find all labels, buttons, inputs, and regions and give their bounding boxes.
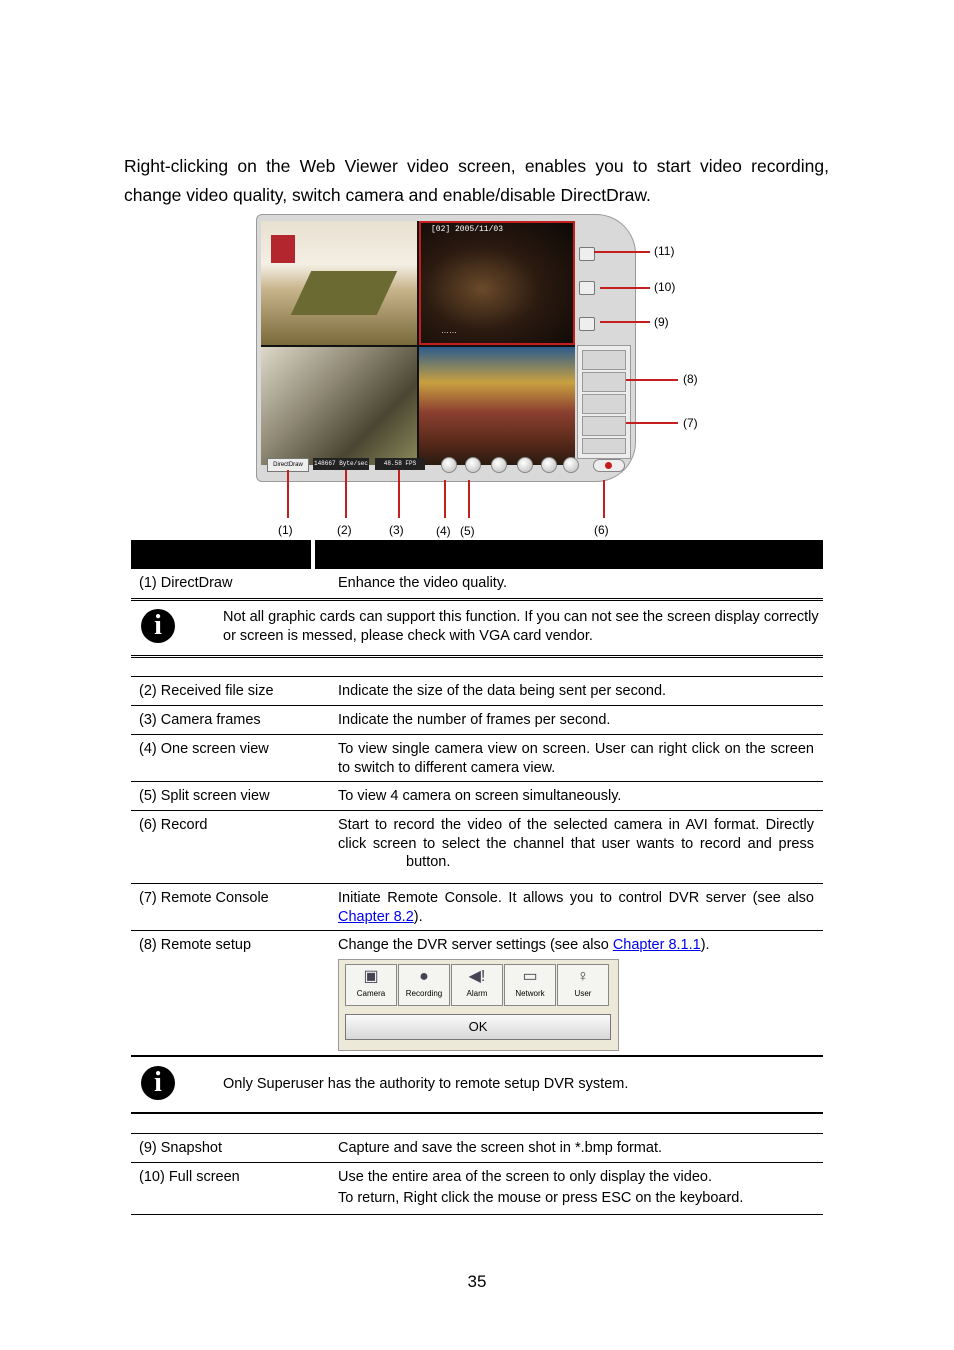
row-name: (6) Record: [139, 817, 208, 833]
table-row: [131, 1134, 823, 1163]
table-row: [131, 782, 823, 811]
info-icon: i: [141, 1066, 175, 1100]
camera-view-4[interactable]: [419, 347, 575, 465]
row-desc: Use the entire area of the screen to only display the video. To return, Right click the mouse or press ESC on the keyboard.: [338, 1169, 744, 1206]
panel-button-1[interactable]: [582, 350, 626, 370]
ok-button[interactable]: OK: [345, 1014, 611, 1040]
recording-icon: ●: [419, 968, 429, 985]
callout-label-6: (6): [594, 523, 609, 537]
alarm-icon: ◀!: [468, 968, 486, 985]
table-row: [131, 706, 823, 735]
callout-label-1: (1): [278, 523, 293, 537]
chapter-link[interactable]: Chapter 8.2: [338, 908, 414, 925]
camera-view-2[interactable]: [419, 221, 575, 345]
row-name: (1) DirectDraw: [139, 575, 233, 591]
split-screen-view-button[interactable]: [465, 457, 481, 473]
row-name: (10) Full screen: [139, 1169, 240, 1185]
panel-button-3[interactable]: [582, 394, 626, 414]
camera-setup-button[interactable]: ▣ Camera: [345, 964, 397, 1006]
row-desc: Indicate the size of the data being sent per second.: [338, 683, 667, 699]
table-header: [131, 540, 823, 569]
row-desc: Start to record the video of the selected camera in AVI format. Directly click screen to select the channel that user wants to record and press button.: [338, 817, 814, 870]
note-text: Not all graphic cards can support this function. If you can not see the screen display correctly or screen is messed, please check with VGA card vendor.: [223, 609, 819, 644]
row-desc: To view single camera view on screen. User can right click on the screen to switch to different camera view.: [338, 741, 814, 776]
user-setup-button[interactable]: ♀ User: [557, 964, 609, 1006]
row-desc: Indicate the number of frames per second.: [338, 712, 611, 728]
camera-view-3[interactable]: [261, 347, 417, 465]
callout-line-5: [468, 480, 470, 518]
callout-line-9: [600, 321, 650, 323]
callout-label-4: (4): [436, 524, 451, 538]
snapshot-button[interactable]: [579, 317, 595, 331]
camera-view-1[interactable]: [261, 221, 417, 345]
viewer-toolbar: [261, 457, 621, 475]
camera-caption: ……: [441, 326, 457, 335]
side-button-11[interactable]: [579, 247, 595, 261]
row-desc: Initiate Remote Console. It allows you to control DVR server (see also Chapter 8.2).: [338, 890, 814, 925]
fps-display: 48.58 FPS: [375, 458, 425, 470]
web-viewer-screenshot: [256, 214, 636, 482]
callout-label-7: (7): [683, 416, 698, 430]
table-row: [131, 677, 823, 706]
row-name: (8) Remote setup: [139, 937, 252, 953]
callout-line-7: [626, 422, 678, 424]
table-row: [131, 569, 823, 599]
video-grid: [261, 221, 575, 465]
callout-line-6: [603, 480, 605, 518]
table-row: [131, 1163, 823, 1215]
table-row: [131, 884, 823, 931]
callout-label-9: (9): [654, 315, 669, 329]
callout-line-4: [444, 480, 446, 518]
view-button-5[interactable]: [541, 457, 557, 473]
directdraw-button[interactable]: DirectDraw: [267, 458, 309, 472]
callout-line-2: [345, 470, 347, 518]
remote-console-button[interactable]: [582, 416, 626, 436]
network-icon: ▭: [522, 968, 538, 985]
remote-setup-button[interactable]: [582, 372, 626, 392]
info-note: [131, 601, 823, 655]
callout-label-5: (5): [460, 524, 475, 538]
row-name: (3) Camera frames: [139, 712, 261, 728]
row-desc: Enhance the video quality.: [338, 575, 508, 591]
network-setup-button[interactable]: ▭ Network: [504, 964, 556, 1006]
note-text: Only Superuser has the authority to remote setup DVR system.: [223, 1076, 629, 1092]
chapter-link[interactable]: Chapter 8.1.1: [612, 937, 701, 953]
info-icon: i: [141, 609, 175, 643]
callout-label-2: (2): [337, 523, 352, 537]
row-name: (2) Received file size: [139, 683, 274, 699]
intro-paragraph: Right-clicking on the Web Viewer video screen, enables you to start video recording, change video quality, switch camera and enable/disable DirectDraw.: [124, 156, 829, 205]
callout-label-3: (3): [389, 523, 404, 537]
callout-line-3: [398, 470, 400, 518]
user-icon: ♀: [577, 968, 589, 985]
view-button-3[interactable]: [491, 457, 507, 473]
callout-label-10: (10): [654, 280, 676, 294]
row-name: (5) Split screen view: [139, 788, 270, 804]
table-row: [131, 735, 823, 782]
callout-label-8: (8): [683, 372, 698, 386]
full-screen-button[interactable]: [579, 281, 595, 295]
one-screen-view-button[interactable]: [441, 457, 457, 473]
recording-setup-button[interactable]: ● Recording: [398, 964, 450, 1006]
camera-timestamp: [02] 2005/11/03: [431, 225, 504, 234]
page-number: 35: [467, 1272, 487, 1291]
info-note: [131, 1058, 823, 1112]
callout-line-11: [594, 251, 650, 253]
camera-icon: ▣: [363, 968, 379, 985]
panel-button-5[interactable]: [582, 438, 626, 454]
received-bytes-display: 148667 Byte/sec: [313, 458, 369, 470]
table-row: [131, 811, 823, 884]
row-desc: Capture and save the screen shot in *.bmp format.: [338, 1140, 663, 1156]
row-name: (9) Snapshot: [139, 1140, 223, 1156]
row-desc: Change the DVR server settings (see also Chapter 8.1.1).: [338, 937, 710, 953]
callout-line-10: [600, 287, 650, 289]
alarm-setup-button[interactable]: ◀! Alarm: [451, 964, 503, 1006]
callout-line-8: [626, 379, 678, 381]
row-name: (7) Remote Console: [139, 890, 269, 906]
view-button-6[interactable]: [563, 457, 579, 473]
callout-label-11: (11): [654, 244, 675, 258]
record-button[interactable]: [593, 459, 625, 472]
callout-line-1: [287, 470, 289, 518]
row-desc: To view 4 camera on screen simultaneously.: [338, 788, 622, 804]
row-name: (4) One screen view: [139, 741, 269, 757]
view-button-4[interactable]: [517, 457, 533, 473]
remote-panel: [577, 345, 631, 459]
remote-setup-dialog: [338, 959, 619, 1051]
